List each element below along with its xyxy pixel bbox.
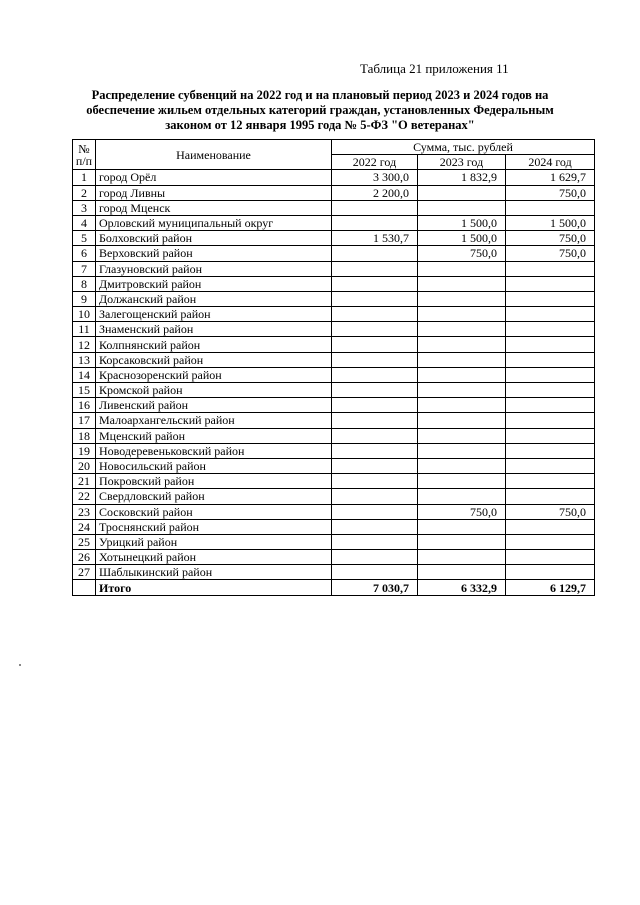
row-number: 6 (73, 246, 96, 261)
row-value-2024 (506, 383, 595, 398)
row-name: Должанский район (96, 291, 332, 306)
row-name: город Орёл (96, 170, 332, 185)
row-value-2024: 1 629,7 (506, 170, 595, 185)
row-value-2022 (332, 322, 418, 337)
row-number: 7 (73, 261, 96, 276)
row-value-2023 (418, 261, 506, 276)
table-row (73, 185, 595, 200)
title-line-1: Распределение субвенций на 2022 год и на плановый период 2023 и 2024 годов на (91, 88, 549, 102)
row-value-2023 (418, 565, 506, 580)
row-name: Залегощенский район (96, 307, 332, 322)
row-value-2022 (332, 519, 418, 534)
row-name: Новосильский район (96, 458, 332, 473)
header-year-2023: 2023 год (418, 155, 506, 170)
row-value-2022 (332, 398, 418, 413)
row-number: 27 (73, 565, 96, 580)
row-value-2022 (332, 413, 418, 428)
row-name: Новодеревеньковский район (96, 443, 332, 458)
row-value-2023 (418, 352, 506, 367)
row-value-2023 (418, 337, 506, 352)
row-value-2024 (506, 322, 595, 337)
scan-speck (19, 664, 21, 666)
table-row (73, 428, 595, 443)
header-year-2022: 2022 год (332, 155, 418, 170)
title-line-2: обеспечение жильем отдельных категорий граждан, установленных Федеральным (86, 103, 554, 117)
row-number: 25 (73, 534, 96, 549)
row-value-2022 (332, 261, 418, 276)
row-value-2024 (506, 428, 595, 443)
row-value-2024 (506, 307, 595, 322)
row-value-2022 (332, 474, 418, 489)
row-name: город Мценск (96, 200, 332, 215)
row-name: Верховский район (96, 246, 332, 261)
row-name: Краснозоренский район (96, 367, 332, 382)
row-value-2024 (506, 261, 595, 276)
row-value-2023: 750,0 (418, 504, 506, 519)
row-value-2022 (332, 443, 418, 458)
row-name: Мценский район (96, 428, 332, 443)
row-value-2024 (506, 550, 595, 565)
row-value-2024: 1 500,0 (506, 215, 595, 230)
row-name: Болховский район (96, 231, 332, 246)
row-name: Хотынецкий район (96, 550, 332, 565)
row-value-2024 (506, 337, 595, 352)
row-number: 20 (73, 458, 96, 473)
table-row (73, 291, 595, 306)
row-value-2022 (332, 352, 418, 367)
table-row (73, 504, 595, 519)
row-value-2022 (332, 337, 418, 352)
table-row (73, 261, 595, 276)
table-reference: Таблица 21 приложения 11 (360, 61, 509, 76)
row-number: 9 (73, 291, 96, 306)
table-row (73, 215, 595, 230)
row-name: Покровский район (96, 474, 332, 489)
row-value-2023 (418, 458, 506, 473)
row-value-2022 (332, 550, 418, 565)
row-value-2024 (506, 443, 595, 458)
row-value-2024 (506, 565, 595, 580)
table-row (73, 200, 595, 215)
table-row (73, 550, 595, 565)
row-name: Орловский муниципальный округ (96, 215, 332, 230)
row-number: 5 (73, 231, 96, 246)
row-name: Малоархангельский район (96, 413, 332, 428)
row-value-2022 (332, 458, 418, 473)
row-value-2022 (332, 215, 418, 230)
row-number: 11 (73, 322, 96, 337)
row-value-2022 (332, 489, 418, 504)
row-value-2024: 750,0 (506, 246, 595, 261)
row-value-2024 (506, 534, 595, 549)
row-number: 24 (73, 519, 96, 534)
table-row (73, 307, 595, 322)
row-value-2024 (506, 367, 595, 382)
table-row (73, 276, 595, 291)
total-value-2024: 6 129,7 (506, 580, 595, 595)
row-value-2024 (506, 276, 595, 291)
row-number: 10 (73, 307, 96, 322)
row-value-2024 (506, 519, 595, 534)
row-value-2023 (418, 519, 506, 534)
row-value-2024 (506, 458, 595, 473)
row-number: 17 (73, 413, 96, 428)
table-row (73, 413, 595, 428)
row-name: Корсаковский район (96, 352, 332, 367)
row-name: Знаменский район (96, 322, 332, 337)
table-row (73, 231, 595, 246)
table-header-row (73, 140, 595, 155)
title-line-3: законом от 12 января 1995 года № 5-ФЗ "О ветеранах" (165, 118, 475, 132)
row-name: Кромской район (96, 383, 332, 398)
row-value-2023 (418, 367, 506, 382)
row-value-2022 (332, 504, 418, 519)
table-row (73, 519, 595, 534)
row-number: 3 (73, 200, 96, 215)
row-value-2023: 750,0 (418, 246, 506, 261)
row-value-2024 (506, 398, 595, 413)
row-value-2022 (332, 428, 418, 443)
row-value-2022 (332, 534, 418, 549)
row-number: 1 (73, 170, 96, 185)
row-value-2024 (506, 474, 595, 489)
row-number: 19 (73, 443, 96, 458)
table-row (73, 458, 595, 473)
row-number: 21 (73, 474, 96, 489)
row-value-2024 (506, 291, 595, 306)
row-name: Урицкий район (96, 534, 332, 549)
row-value-2022 (332, 276, 418, 291)
row-value-2023 (418, 550, 506, 565)
row-value-2023 (418, 534, 506, 549)
header-number (73, 140, 96, 170)
row-value-2024 (506, 352, 595, 367)
row-name: город Ливны (96, 185, 332, 200)
row-value-2024: 750,0 (506, 185, 595, 200)
total-value-2022: 7 030,7 (332, 580, 418, 595)
table-row (73, 383, 595, 398)
row-value-2023 (418, 443, 506, 458)
row-value-2023 (418, 413, 506, 428)
header-number-line-2: п/п (75, 153, 93, 168)
table-row (73, 322, 595, 337)
table-row (73, 367, 595, 382)
row-value-2023 (418, 383, 506, 398)
row-value-2023: 1 832,9 (418, 170, 506, 185)
row-name: Колпнянский район (96, 337, 332, 352)
row-value-2022 (332, 200, 418, 215)
row-value-2022: 3 300,0 (332, 170, 418, 185)
row-value-2023 (418, 489, 506, 504)
total-label: Итого (96, 580, 332, 595)
table-row (73, 246, 595, 261)
table-row (73, 398, 595, 413)
row-value-2022 (332, 246, 418, 261)
row-value-2022: 1 530,7 (332, 231, 418, 246)
row-value-2023 (418, 276, 506, 291)
row-value-2022 (332, 307, 418, 322)
row-number: 15 (73, 383, 96, 398)
total-number-cell (73, 580, 96, 595)
table-row (73, 565, 595, 580)
total-row (73, 580, 595, 595)
row-number: 18 (73, 428, 96, 443)
header-year-2024: 2024 год (506, 155, 595, 170)
row-value-2023: 1 500,0 (418, 215, 506, 230)
row-value-2023 (418, 428, 506, 443)
row-number: 23 (73, 504, 96, 519)
row-value-2022 (332, 383, 418, 398)
row-number: 26 (73, 550, 96, 565)
row-number: 14 (73, 367, 96, 382)
row-value-2024 (506, 413, 595, 428)
row-number: 2 (73, 185, 96, 200)
row-value-2022: 2 200,0 (332, 185, 418, 200)
row-value-2022 (332, 291, 418, 306)
row-value-2022 (332, 565, 418, 580)
row-name: Шаблыкинский район (96, 565, 332, 580)
row-number: 12 (73, 337, 96, 352)
row-value-2022 (332, 367, 418, 382)
row-value-2024: 750,0 (506, 504, 595, 519)
header-number-line-1: № (78, 141, 90, 156)
table-row (73, 170, 595, 185)
header-name: Наименование (96, 140, 332, 170)
row-number: 4 (73, 215, 96, 230)
row-value-2023 (418, 291, 506, 306)
table-row (73, 352, 595, 367)
row-name: Ливенский район (96, 398, 332, 413)
row-number: 22 (73, 489, 96, 504)
row-value-2023 (418, 200, 506, 215)
row-name: Дмитровский район (96, 276, 332, 291)
row-name: Свердловский район (96, 489, 332, 504)
subsidy-table (72, 139, 595, 596)
row-value-2024: 750,0 (506, 231, 595, 246)
table-row (73, 443, 595, 458)
row-name: Глазуновский район (96, 261, 332, 276)
table-body (73, 170, 595, 595)
document-title (60, 88, 580, 133)
header-sum: Сумма, тыс. рублей (332, 140, 595, 155)
total-value-2023: 6 332,9 (418, 580, 506, 595)
table-row (73, 474, 595, 489)
row-value-2024 (506, 200, 595, 215)
table-row (73, 534, 595, 549)
row-value-2023 (418, 398, 506, 413)
row-number: 8 (73, 276, 96, 291)
row-number: 13 (73, 352, 96, 367)
row-value-2023: 1 500,0 (418, 231, 506, 246)
table-row (73, 337, 595, 352)
table-row (73, 489, 595, 504)
row-number: 16 (73, 398, 96, 413)
row-value-2023 (418, 322, 506, 337)
row-name: Троснянский район (96, 519, 332, 534)
row-value-2023 (418, 185, 506, 200)
row-value-2024 (506, 489, 595, 504)
row-value-2023 (418, 307, 506, 322)
row-value-2023 (418, 474, 506, 489)
row-name: Сосковский район (96, 504, 332, 519)
